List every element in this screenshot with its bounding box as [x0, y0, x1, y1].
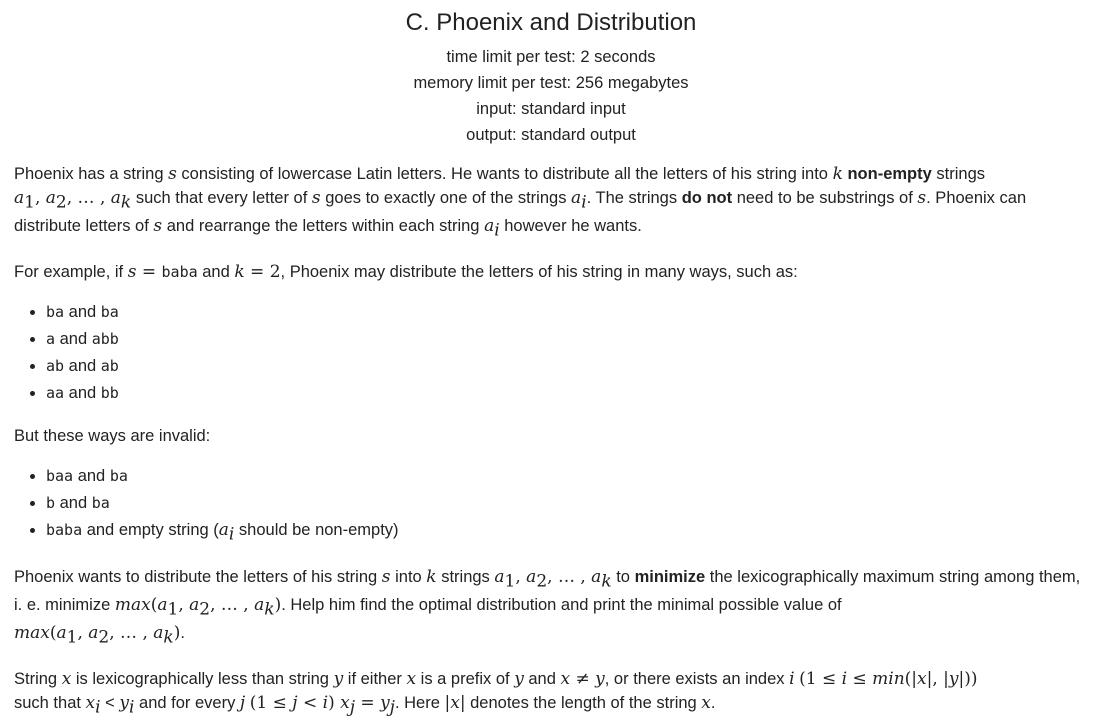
paragraph-invalid-intro: But these ways are invalid: — [14, 426, 211, 445]
list-item: • b and ba — [46, 490, 1088, 517]
time-limit: time limit per test: 2 seconds — [446, 48, 656, 66]
problem-limits — [14, 44, 1088, 148]
list-item: • aa and bb — [46, 380, 1088, 407]
list-item: • baa and ba — [46, 463, 1088, 490]
problem-title: C. Phoenix and Distribution — [405, 9, 697, 36]
list-item: • ba and ba — [46, 299, 1088, 326]
output-spec: output: standard output — [466, 126, 636, 144]
list-item: • a and abb — [46, 326, 1088, 353]
paragraph-example: For example, if s = baba and k = 2, Phoenix may distribute the letters of his string in many ways, such as: — [14, 261, 798, 282]
paragraph-lexicographic: String x is lexicographically less than string y if either x is a prefix of y and x ≠ y, or there exists an index i (1 ≤ i ≤ min(|x|, |y|)) such that $x_i < y_i$ and for every j (1 ≤ j < i) $x_j = y_j$. Here |x| denotes the length of the string x. — [14, 668, 978, 718]
memory-limit: memory limit per test: 256 megabytes — [413, 74, 689, 92]
paragraph-intro: Phoenix has a string s consisting of lowercase Latin letters. He wants to distribute all the letters of his string into k non-empty strings $a_1$, $a_2$, … , $a_k$ such that every letter of s goes to exactly one of the strings $a_i$. The strings do not need to be substrings of s. Phoenix can distribute letters of s and rearrange the letters within each string $a_i$ however he wants. — [14, 164, 1027, 241]
list-item: • baba and empty string ($a_i$ should be non-empty) — [46, 517, 1088, 548]
invalid-ways-list — [14, 463, 1088, 548]
problem-header — [14, 0, 1088, 148]
list-item: • ab and ab — [46, 353, 1088, 380]
paragraph-goal: Phoenix wants to distribute the letters of his string s into k strings $a_1$, $a_2$, … , $a_k$ to minimize the lexicographically maximum string among them, i. e. minimize $\max(a_1$, $a_2$, … , $a_k$). Help him find the optimal distribution and print the minimal possible value of $\max(a_1$, $a_2$, … , $a_k$). — [14, 566, 1081, 648]
input-spec: input: standard input — [476, 100, 626, 118]
valid-ways-list — [14, 299, 1088, 407]
